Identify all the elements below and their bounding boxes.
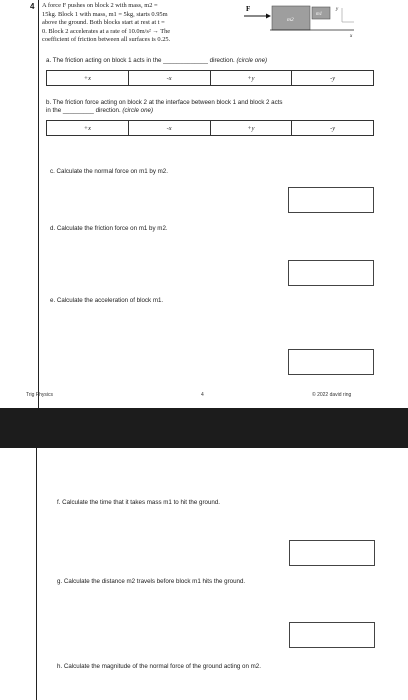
part-h-prompt: h. Calculate the magnitude of the normal force of the ground acting on m2. bbox=[57, 663, 261, 670]
part-c-prompt: c. Calculate the normal force on m1 by m2. bbox=[50, 168, 168, 175]
force-arrowhead bbox=[266, 14, 271, 19]
part-a-suffix: direction. bbox=[207, 57, 235, 64]
choice-plus-x[interactable]: +x bbox=[47, 71, 129, 85]
block-2-label: m2 bbox=[287, 17, 294, 23]
footer-copyright: © 2022 david ring bbox=[312, 392, 352, 398]
choice-minus-y[interactable]: -y bbox=[330, 124, 336, 132]
worksheet-page-2 bbox=[36, 448, 408, 700]
x-axis-label: x bbox=[350, 34, 353, 39]
part-f-prompt: f. Calculate the time that it takes mass m1 to hit the ground. bbox=[57, 499, 221, 506]
intro-line: above the ground. Both blocks start at rest at t = bbox=[42, 19, 165, 27]
part-a-prompt bbox=[46, 57, 267, 64]
part-d-answer-box[interactable] bbox=[288, 260, 374, 286]
intro-line: coefficient of friction between all surfaces is 0.25. bbox=[42, 36, 171, 44]
part-a-prefix: a. The friction acting on block 1 acts in the bbox=[46, 57, 164, 64]
choice-minus-x[interactable]: -x bbox=[129, 71, 211, 85]
part-e-answer-box[interactable] bbox=[288, 349, 374, 375]
choice-minus-x[interactable]: -x bbox=[129, 121, 211, 135]
part-a-choices bbox=[46, 70, 374, 86]
part-b-prompt: b. The friction force acting on block 2 at the interface between block 1 and block 2 acts bbox=[46, 99, 283, 106]
part-b-note: (circle one) bbox=[122, 107, 154, 114]
margin-line bbox=[38, 0, 39, 408]
part-g-answer-box[interactable] bbox=[289, 622, 375, 648]
intro-line: A force F pushes on block 2 with mass, m2 = bbox=[42, 2, 158, 9]
block-1-label: m1 bbox=[316, 12, 323, 17]
part-b-suffix: direction. bbox=[93, 107, 121, 114]
part-a-blank: _____________ bbox=[163, 57, 208, 64]
choice-plus-y[interactable]: +y bbox=[211, 71, 293, 85]
part-b-prompt-line2 bbox=[46, 107, 153, 114]
page-gap bbox=[0, 408, 408, 448]
part-g-prompt: g. Calculate the distance m2 travels before block m1 hits the ground. bbox=[57, 578, 246, 585]
part-d-prompt: d. Calculate the friction force on m1 by m2. bbox=[50, 225, 168, 232]
part-a-note: (circle one) bbox=[236, 57, 268, 64]
part-c-answer-box[interactable] bbox=[288, 187, 374, 213]
force-label: F bbox=[246, 5, 251, 13]
part-e-prompt: e. Calculate the acceleration of block m1. bbox=[50, 297, 164, 304]
problem-statement bbox=[42, 2, 238, 45]
part-b-prefix: in the bbox=[46, 107, 63, 114]
y-axis-label: y bbox=[336, 7, 339, 12]
part-f-answer-box[interactable] bbox=[289, 540, 375, 566]
choice-minus-y[interactable]: -y bbox=[330, 74, 336, 82]
footer-course: Trig Physics bbox=[26, 392, 54, 398]
choice-plus-x[interactable]: +x bbox=[47, 121, 129, 135]
part-b-choices bbox=[46, 120, 374, 136]
part-b-blank: _________ bbox=[62, 107, 94, 114]
intro-line: 15kg. Block 1 with mass, m1 = 5kg, starts 0.95m bbox=[42, 10, 168, 18]
footer-page-number: 4 bbox=[201, 392, 204, 398]
blocks-diagram bbox=[242, 2, 358, 46]
choice-plus-y[interactable]: +y bbox=[211, 121, 293, 135]
intro-line: 0. Block 2 accelerates at a rate of 10.0m/s² → The bbox=[42, 27, 171, 35]
question-number: 4 bbox=[30, 2, 35, 11]
